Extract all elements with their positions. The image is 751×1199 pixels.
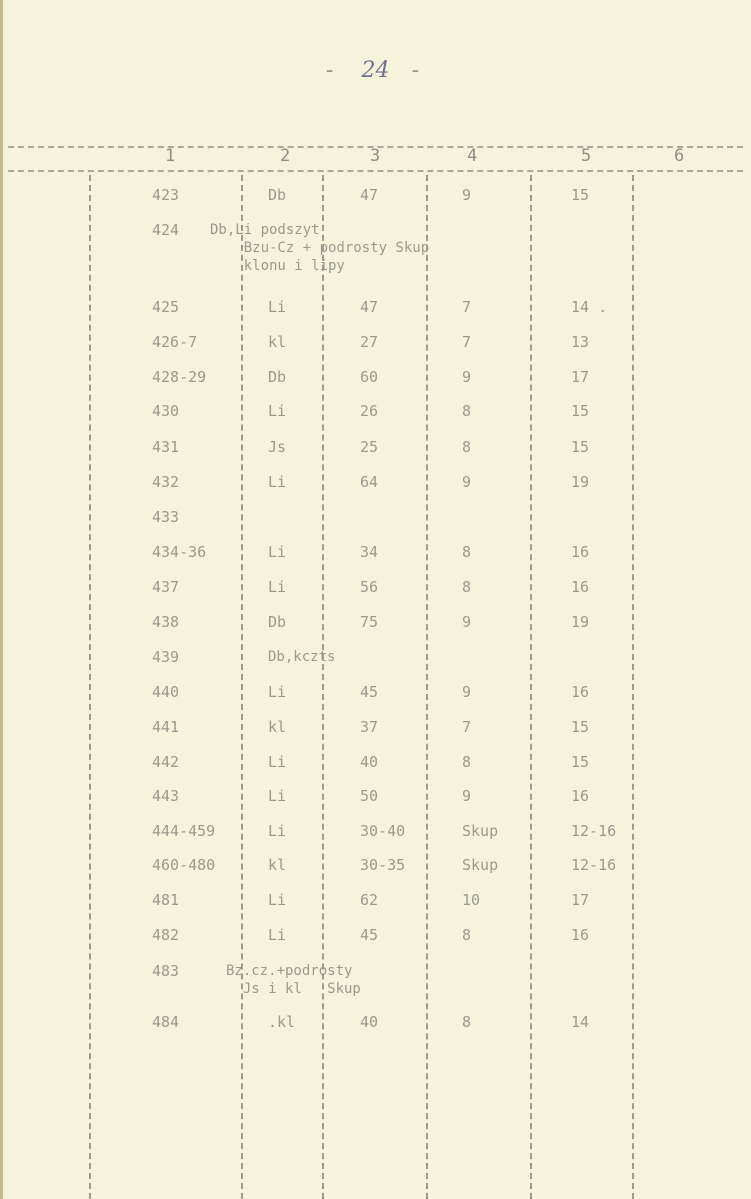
- cell-col-2: kl: [268, 856, 287, 874]
- cell-col-4: 8: [462, 926, 472, 944]
- cell-col-2: Li: [268, 402, 287, 420]
- cell-col-1: 440: [152, 683, 180, 701]
- cell-col-5: 13: [571, 333, 590, 351]
- cell-col-5: 15: [571, 186, 590, 204]
- cell-col-4: 9: [462, 683, 472, 701]
- cell-col-4: 8: [462, 753, 472, 771]
- cell-col-1: 432: [152, 473, 180, 491]
- cell-col-5: 16: [571, 578, 590, 596]
- cell-col-3: 25: [360, 438, 379, 456]
- cell-col-2: Li: [268, 298, 287, 316]
- column-divider: [241, 175, 243, 1199]
- cell-col-1: 437: [152, 578, 180, 596]
- cell-col-5: 17: [571, 368, 590, 386]
- cell-col-3: 50: [360, 787, 379, 805]
- header-rule-bottom: [8, 170, 743, 172]
- cell-col-2: Li: [268, 473, 287, 491]
- cell-col-2: Db: [268, 186, 287, 204]
- cell-col-1: 425: [152, 298, 180, 316]
- page-edge: [0, 0, 3, 1199]
- cell-col-2: .kl: [268, 1013, 296, 1031]
- cell-col-3: 34: [360, 543, 379, 561]
- cell-col-4: 9: [462, 186, 472, 204]
- column-divider: [322, 175, 324, 1199]
- cell-col-2: kl: [268, 333, 287, 351]
- column-divider: [530, 175, 532, 1199]
- cell-col-3: 62: [360, 891, 379, 909]
- cell-col-1: 441: [152, 718, 180, 736]
- cell-col-3: 40: [360, 1013, 379, 1031]
- cell-col-5: 19: [571, 473, 590, 491]
- cell-col-3: 47: [360, 298, 379, 316]
- cell-col-3: 45: [360, 683, 379, 701]
- cell-col-1: 433: [152, 508, 180, 526]
- cell-col-1: 438: [152, 613, 180, 631]
- cell-col-2: Li: [268, 543, 287, 561]
- cell-col-2: Db: [268, 613, 287, 631]
- page-number: [0, 58, 751, 83]
- cell-col-2: Li: [268, 926, 287, 944]
- page-number-suffix: -: [389, 58, 428, 83]
- cell-col-3: 64: [360, 473, 379, 491]
- cell-col-4: 8: [462, 402, 472, 420]
- cell-col-2: Js: [268, 438, 287, 456]
- cell-col-1: 482: [152, 926, 180, 944]
- cell-col-3: 30-40: [360, 822, 406, 840]
- cell-col-3: 26: [360, 402, 379, 420]
- cell-col-3: 45: [360, 926, 379, 944]
- cell-col-4: 8: [462, 543, 472, 561]
- cell-col-2: Li: [268, 753, 287, 771]
- row-note: Bz.cz.+podrosty Js i kl Skup: [226, 963, 361, 997]
- cell-col-5: 15: [571, 753, 590, 771]
- cell-col-5: 14: [571, 1013, 590, 1031]
- cell-col-3: 47: [360, 186, 379, 204]
- column-divider: [426, 175, 428, 1199]
- cell-col-3: 56: [360, 578, 379, 596]
- cell-col-4: Skup: [462, 856, 499, 874]
- column-divider: [632, 175, 634, 1199]
- cell-col-3: 27: [360, 333, 379, 351]
- cell-col-4: 9: [462, 473, 472, 491]
- cell-col-1: 430: [152, 402, 180, 420]
- cell-col-1: 442: [152, 753, 180, 771]
- cell-col-1: 439: [152, 648, 180, 666]
- cell-col-4: 7: [462, 333, 472, 351]
- cell-col-1: 483: [152, 962, 180, 980]
- cell-col-1: 424: [152, 221, 180, 239]
- cell-col-5: 17: [571, 891, 590, 909]
- page-number-prefix: -: [323, 58, 362, 83]
- cell-col-1: 481: [152, 891, 180, 909]
- cell-col-3: 75: [360, 613, 379, 631]
- cell-col-4: 10: [462, 891, 481, 909]
- cell-col-5: 19: [571, 613, 590, 631]
- cell-col-4: 9: [462, 368, 472, 386]
- cell-col-4: 9: [462, 787, 472, 805]
- cell-col-5: 15: [571, 718, 590, 736]
- cell-col-1: 484: [152, 1013, 180, 1031]
- column-header-2: 2: [280, 146, 291, 166]
- cell-col-1: 434-36: [152, 543, 207, 561]
- row-note: Db,Li podszyt Bzu-Cz + podrosty Skup klonu i lipy: [210, 222, 430, 274]
- cell-col-1: 444-459: [152, 822, 216, 840]
- cell-col-4: 7: [462, 718, 472, 736]
- cell-col-2: Li: [268, 891, 287, 909]
- cell-col-5: 16: [571, 683, 590, 701]
- cell-col-2: Li: [268, 683, 287, 701]
- cell-col-5: 15: [571, 402, 590, 420]
- cell-col-4: 9: [462, 613, 472, 631]
- cell-col-5: 12-16: [571, 856, 617, 874]
- cell-col-5: 16: [571, 543, 590, 561]
- column-header-1: 1: [165, 146, 176, 166]
- cell-col-2: Li: [268, 578, 287, 596]
- cell-col-1: 431: [152, 438, 180, 456]
- cell-col-1: 443: [152, 787, 180, 805]
- cell-col-1: 428-29: [152, 368, 207, 386]
- cell-col-5: 15: [571, 438, 590, 456]
- column-header-6: 6: [674, 146, 685, 166]
- page-number-value: 24: [361, 58, 390, 83]
- column-header-3: 3: [370, 146, 381, 166]
- column-divider: [89, 175, 91, 1199]
- cell-col-1: 426-7: [152, 333, 198, 351]
- cell-col-3: 37: [360, 718, 379, 736]
- cell-col-5: 14 .: [571, 298, 608, 316]
- cell-col-5: 16: [571, 926, 590, 944]
- cell-col-5: 12-16: [571, 822, 617, 840]
- cell-col-1: 460-480: [152, 856, 216, 874]
- cell-col-2: Li: [268, 787, 287, 805]
- cell-col-4: 8: [462, 1013, 472, 1031]
- cell-col-3: 40: [360, 753, 379, 771]
- cell-col-2: Db: [268, 368, 287, 386]
- column-header-5: 5: [581, 146, 592, 166]
- cell-col-1: 423: [152, 186, 180, 204]
- column-header-4: 4: [467, 146, 478, 166]
- cell-col-4: 8: [462, 438, 472, 456]
- cell-col-4: 7: [462, 298, 472, 316]
- cell-col-5: 16: [571, 787, 590, 805]
- cell-col-3: 60: [360, 368, 379, 386]
- cell-col-3: 30-35: [360, 856, 406, 874]
- row-note: Db,kczts: [268, 649, 336, 665]
- cell-col-4: 8: [462, 578, 472, 596]
- cell-col-4: Skup: [462, 822, 499, 840]
- cell-col-2: Li: [268, 822, 287, 840]
- cell-col-2: kl: [268, 718, 287, 736]
